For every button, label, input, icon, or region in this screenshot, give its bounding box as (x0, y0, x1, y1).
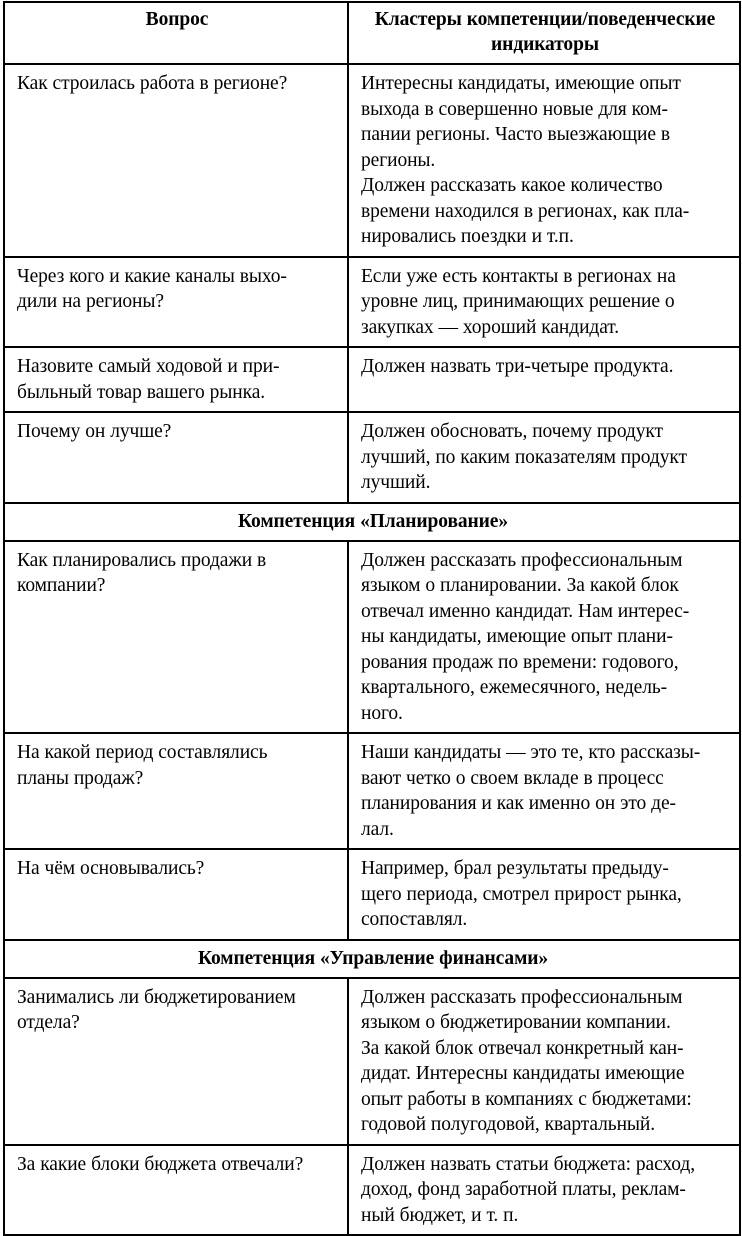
question-cell (4, 978, 348, 1145)
indicator-line: нировались поездки и т.п. (361, 226, 574, 247)
indicator-line: Должен рассказать профессиональным (361, 549, 683, 571)
table-row (4, 541, 740, 734)
question-line: На чём основывались? (17, 858, 205, 879)
indicator-line: рования продаж по времени: годового, (361, 651, 679, 673)
table-row (4, 64, 740, 257)
indicator-line: уровне лиц, принимающих решение о (361, 291, 675, 312)
indicator-line: пании регионы. Часто выезжающие в (361, 124, 670, 145)
indicator-line: Интересны кандидаты, имеющие опыт (361, 73, 681, 94)
section-header-row (4, 503, 740, 541)
table-header (4, 2, 740, 64)
table-body (4, 64, 740, 1235)
question-line: компании? (17, 575, 106, 596)
question-line: отдела? (17, 1012, 80, 1033)
header-indicators-line2: индикаторы (491, 34, 599, 55)
indicator-line: вают четко о своем вкладе в процесс (361, 767, 664, 789)
indicator-line: планирования и как именно он это де- (361, 793, 676, 814)
table-row (4, 1145, 740, 1236)
question-line: Назовите самый ходовой и при- (17, 356, 280, 377)
indicator-line: Должен назвать статьи бюджета: расход, (361, 1153, 695, 1175)
indicator-cell (348, 412, 740, 503)
indicator-line: опыт работы в компаниях с бюджетами: (361, 1088, 692, 1110)
question-cell (4, 849, 348, 940)
indicator-line: лучший, по каким показателям продукт (361, 446, 687, 468)
indicator-cell (348, 541, 740, 734)
indicator-cell (348, 849, 740, 940)
competency-question-table (3, 1, 741, 1236)
table-row (4, 978, 740, 1145)
indicator-line: квартального, ежемесячного, недель- (361, 677, 668, 698)
indicator-line: Должен рассказать профессиональным (361, 986, 683, 1008)
indicator-line: доход, фонд заработной платы, реклам- (361, 1179, 686, 1200)
indicator-line: времени находился в регионах, как пла- (361, 200, 690, 222)
indicator-line: Должен назвать три-четыре продукта. (361, 356, 674, 377)
indicator-line: Если уже есть контакты в регионах на (361, 265, 676, 287)
header-cell-question (4, 2, 348, 64)
indicator-line: Должен рассказать какое количество (361, 175, 663, 196)
indicator-line: ного. (361, 702, 403, 724)
table-row (4, 257, 740, 348)
question-cell (4, 1145, 348, 1236)
section-title: Компетенция «Планирование» (237, 510, 509, 532)
question-line: Как строилась работа в регионе? (17, 73, 288, 94)
indicator-line: регионы. (361, 149, 436, 171)
indicator-cell (348, 733, 740, 849)
table-row (4, 412, 740, 503)
indicator-line: годовой полугодовой, квартальный. (361, 1114, 656, 1135)
indicator-line: ны кандидаты, имеющие опыт плани- (361, 626, 673, 647)
question-line: На какой период составлялись (17, 742, 268, 763)
indicator-line: языком о планировании. За какой блок (361, 575, 679, 596)
question-line: быльный товар вашего рынка. (17, 381, 266, 403)
section-header-cell (4, 940, 740, 978)
indicator-cell (348, 978, 740, 1145)
header-cell-indicators (348, 2, 740, 64)
question-line: Почему он лучше? (17, 421, 172, 442)
indicator-line: Должен обосновать, почему продукт (361, 421, 663, 442)
question-cell (4, 733, 348, 849)
question-line: Через кого и какие каналы выхо- (17, 265, 287, 287)
indicator-line: щего периода, смотрел прирост рынка, (361, 883, 682, 905)
header-question-text: Вопрос (145, 9, 209, 30)
question-line: Занимались ли бюджетированием (17, 986, 296, 1008)
indicator-cell (348, 1145, 740, 1236)
indicator-cell (348, 347, 740, 412)
document-page (0, 1, 742, 1226)
indicator-line: ный бюджет, и т. п. (361, 1204, 519, 1226)
question-cell (4, 412, 348, 503)
section-header-row (4, 940, 740, 978)
table-row (4, 849, 740, 940)
question-line: дили на регионы? (17, 291, 164, 312)
indicator-line: дидат. Интересны кандидаты имеющие (361, 1063, 685, 1084)
question-cell (4, 64, 348, 257)
question-line: За какие блоки бюджета отвечали? (17, 1153, 304, 1175)
section-title: Компетенция «Управление финансами» (197, 947, 549, 969)
indicator-line: лал. (361, 818, 394, 840)
question-cell (4, 257, 348, 348)
indicator-line: закупках — хороший кандидат. (361, 316, 620, 338)
table-header-row (4, 2, 740, 64)
indicator-line: отвечал именно кандидат. Нам интерес- (361, 600, 690, 622)
section-header-cell (4, 503, 740, 541)
indicator-cell (348, 257, 740, 348)
question-line: Как планировались продажи в (17, 549, 267, 571)
question-line: планы продаж? (17, 767, 144, 789)
indicator-line: выхода в совершенно новые для ком- (361, 98, 668, 120)
indicator-line: лучший. (361, 472, 431, 493)
indicator-line: языком о бюджетировании компании. (361, 1012, 671, 1033)
indicator-line: Например, брал результаты предыду- (361, 858, 669, 879)
indicator-line: Наши кандидаты — это те, кто рассказы- (361, 742, 701, 763)
question-cell (4, 347, 348, 412)
indicator-cell (348, 64, 740, 257)
indicator-line: сопоставлял. (361, 909, 468, 930)
indicator-line: За какой блок отвечал конкретный кан- (361, 1037, 684, 1059)
table-row (4, 733, 740, 849)
table-row (4, 347, 740, 412)
header-indicators-line1: Кластеры компетенции/поведенческие (374, 9, 716, 30)
question-cell (4, 541, 348, 734)
